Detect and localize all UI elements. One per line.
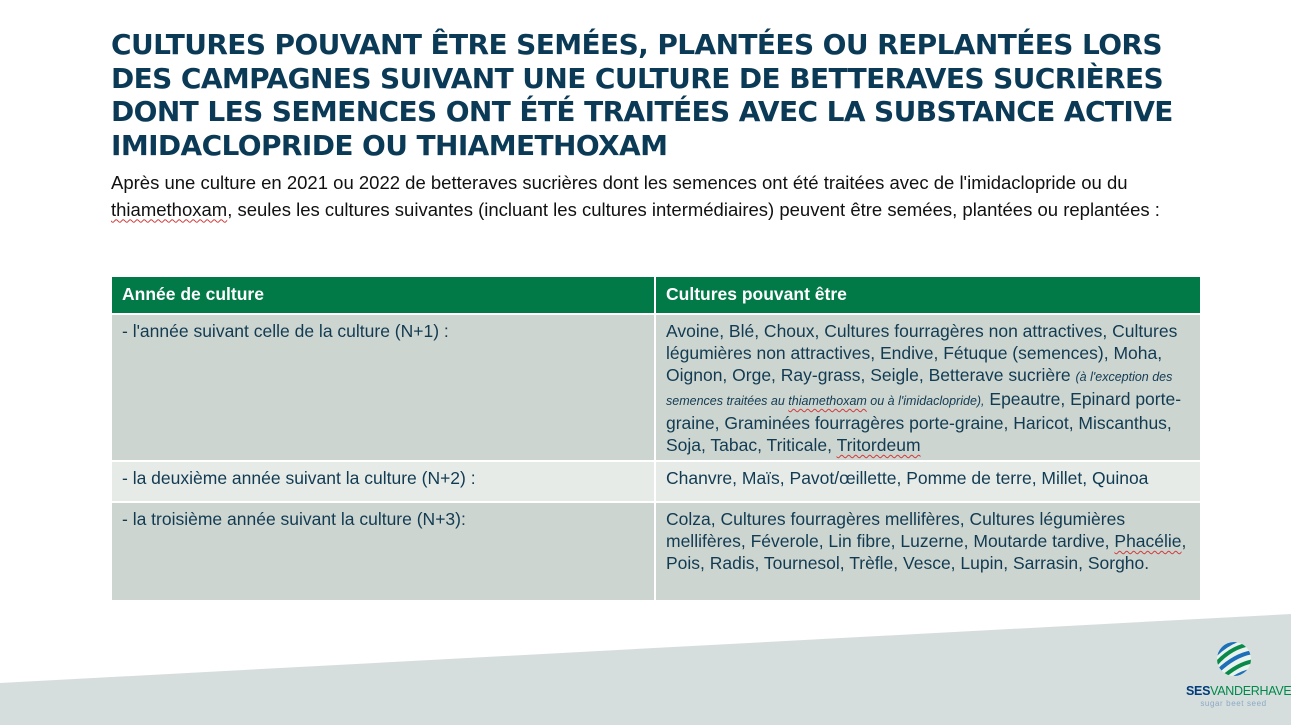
header-crops: Cultures pouvant être (655, 276, 1201, 314)
table-header-row (111, 276, 1201, 314)
intro-text-part2: , seules les cultures suivantes (incluant les cultures intermédiaires) peuvent être semées, plantées ou replantées : (227, 198, 1160, 220)
logo-brand-vanderhave: VANDERHAVE (1210, 684, 1291, 698)
intro-paragraph (111, 170, 1211, 223)
crops-text-cont: , Pois, Radis, Tournesol, Trèfle, Vesce, Lupin, Sarrasin, Sorgho. (666, 531, 1187, 573)
crops-text: Colza, Cultures fourragères mellifères, Cultures légumières mellifères, Féverole, Lin fibre, Luzerne, Moutarde tardive, (666, 509, 1126, 551)
crops-table (110, 275, 1202, 602)
logo-brand-ses: SES (1186, 684, 1211, 698)
intro-spellcheck-word: thiamethoxam (111, 198, 228, 220)
note-text: (à l'exception des semences traitées au (666, 370, 1173, 408)
year-cell: - l'année suivant celle de la culture (N+1) : (111, 314, 655, 461)
note-spellcheck-word: thiamethoxam (788, 394, 867, 408)
note-text-end: ou à l'imidaclopride), (866, 394, 985, 408)
company-logo (1186, 640, 1291, 708)
crops-cell (655, 502, 1201, 601)
crops-text: Avoine, Blé, Choux, Cultures fourragères non attractives, Cultures légumières non attractives, Endive, Fétuque (semences), Moha, Oignon, Orge, Ray-grass, Seigle, Betterave sucrière (666, 321, 1178, 385)
crops-spellcheck-word: Tritordeum (836, 435, 921, 455)
intro-text-part1: Après une culture en 2021 ou 2022 de betteraves sucrières dont les semences ont été traitées avec de l'imidaclopride ou du (111, 172, 1128, 193)
year-cell: - la deuxième année suivant la culture (N+2) : (111, 461, 655, 502)
year-cell: - la troisième année suivant la culture (N+3): (111, 502, 655, 601)
sphere-logo-icon (1214, 640, 1254, 678)
table-row-n1 (111, 314, 1201, 461)
crops-cell: Chanvre, Maïs, Pavot/œillette, Pomme de terre, Millet, Quinoa (655, 461, 1201, 502)
logo-brand-text (1186, 684, 1291, 698)
logo-tagline: sugar beet seed (1200, 699, 1267, 708)
table-row-n3 (111, 502, 1201, 601)
crops-text-cont: Epeautre, Epinard porte-graine, Graminées fourragères porte-graine, Haricot, Miscanthus, Soja, Tabac, Triticale, (666, 389, 1182, 455)
header-year: Année de culture (111, 276, 655, 314)
crops-spellcheck-word: Phacélie (1114, 531, 1182, 551)
page-title: CULTURES POUVANT ÊTRE SEMÉES, PLANTÉES OU REPLANTÉES LORS DES CAMPAGNES SUIVANT UNE CULTURE DE BETTERAVES SUCRIÈRES DONT LES SEMENCES ONT ÉTÉ TRAITÉES AVEC LA SUBSTANCE ACTIVE IMIDACLOPRIDE OU THIAMETHOXAM (111, 28, 1173, 162)
table-row-n2 (111, 461, 1201, 502)
crops-cell (655, 314, 1201, 461)
